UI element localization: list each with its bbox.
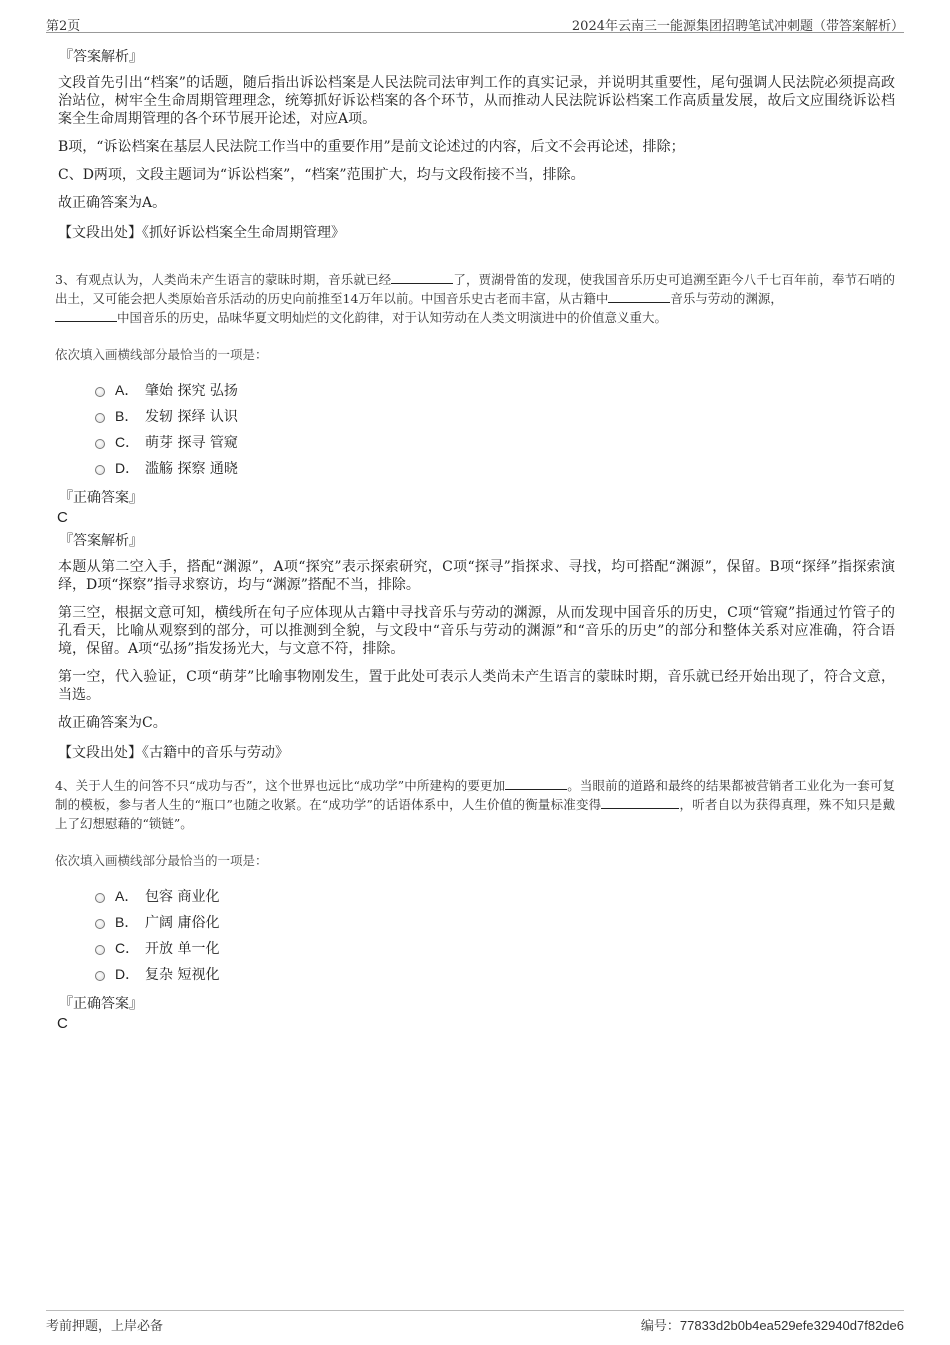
radio-button[interactable]: [95, 971, 105, 981]
answer-blank: [505, 778, 567, 790]
radio-button[interactable]: [95, 919, 105, 929]
radio-button[interactable]: [95, 439, 105, 449]
radio-button[interactable]: [95, 945, 105, 955]
page-number: 第2页: [46, 19, 81, 34]
radio-button[interactable]: [95, 413, 105, 423]
option-c[interactable]: C． 萌芽 探寻 管窥: [95, 429, 895, 455]
question-4-text: 4、关于人生的问答不只“成功与否”，这个世界也远比“成功学”中所建构的要更加 。当眼前的道路和最终的结果都被营销者工业化为一套可复制的模板，参与者人生的“瓶口”也随之收紧。在“成功学”的话语体系中，人生价值的衡量标准变得 ，听者自以为获得真理，殊不知只是戴上了幻想慰藉的“锁链”。: [55, 778, 895, 831]
analysis-paragraph: 本题从第二空入手，搭配“渊源”，A项“探究”表示探索研究，C项“探寻”指探求、寻找，均可搭配“渊源”，保留。B项“探绎”指探索演绎，D项“探察”指寻求察访，均与“渊源”搭配不当，排除。: [58, 559, 895, 593]
analysis-paragraph: 文段首先引出“档案”的话题，随后指出诉讼档案是人民法院司法审判工作的真实记录，并说明其重要性，尾句强调人民法院必须提高政治站位，树牢全生命周期管理理念，统筹抓好诉讼档案的各个环节，从而推动人民法院诉讼档案工作高质量发展，故后文应围绕诉讼档案全生命周期管理的各个环节展开论述，对应A项。: [58, 75, 895, 127]
answer-blank: [55, 310, 117, 322]
option-b[interactable]: B． 发轫 探绎 认识: [95, 403, 895, 429]
question-3-options: [95, 377, 895, 481]
radio-button[interactable]: [95, 465, 105, 475]
question-3-text: 3、有观点认为，人类尚未产生语言的蒙昧时期，音乐就已经 了，贾湖骨笛的发现，使我国音乐历史可追溯至距今八千七百年前，奉节石哨的出土，又可能会把人类原始音乐活动的历史向前推至14万年以前。中国音乐史古老而丰富，从古籍中 音乐与劳动的渊源， 中国音乐的历史，品味华夏文明灿烂的文化韵律，对于认知劳动在人类文明演进中的价值意义重大。: [55, 272, 895, 325]
question-4-options: [95, 883, 895, 987]
page-footer: [46, 1310, 904, 1334]
correct-answer: C: [57, 1015, 68, 1032]
correct-answer-label: 『正确答案』: [59, 996, 143, 1012]
analysis-label: 『答案解析』: [59, 533, 143, 549]
option-b[interactable]: B． 广阔 庸俗化: [95, 909, 895, 935]
page-header: [46, 12, 904, 33]
answer-blank: [608, 291, 670, 303]
radio-button[interactable]: [95, 893, 105, 903]
question-prompt: 依次填入画横线部分最恰当的一项是：: [55, 853, 268, 868]
footer-slogan: 考前押题，上岸必备: [46, 1319, 164, 1334]
radio-button[interactable]: [95, 387, 105, 397]
analysis-paragraph: 第三空，根据文意可知，横线所在句子应体现从古籍中寻找音乐与劳动的渊源，从而发现中国音乐的历史，C项“管窥”指通过竹管子的孔看天，比喻从观察到的部分，可以推测到全貌，与文段中“音乐与劳动的渊源”和“音乐的历史”的部分和整体关系对应准确，符合语境，保留。A项“弘扬”指发扬光大，与文意不符，排除。: [58, 605, 895, 657]
analysis-paragraph: 故正确答案为C。: [58, 715, 167, 731]
document-title: 2024年云南三一能源集团招聘笔试冲刺题（带答案解析）: [571, 19, 904, 34]
question-prompt: 依次填入画横线部分最恰当的一项是：: [55, 347, 268, 362]
option-c[interactable]: C． 开放 单一化: [95, 935, 895, 961]
option-d[interactable]: D． 滥觞 探察 通晓: [95, 455, 895, 481]
option-a[interactable]: A． 包容 商业化: [95, 883, 895, 909]
analysis-label: 『答案解析』: [59, 49, 143, 65]
correct-answer-label: 『正确答案』: [59, 490, 143, 506]
analysis-paragraph: C、D两项，文段主题词为“诉讼档案”，“档案”范围扩大，均与文段衔接不当，排除。: [58, 167, 585, 183]
analysis-paragraph: 第一空，代入验证，C项“萌芽”比喻事物刚发生，置于此处可表示人类尚未产生语言的蒙昧时期，音乐就已经开始出现了，符合文意，当选。: [58, 669, 895, 703]
correct-answer: C: [57, 509, 68, 526]
source-citation: 【文段出处】《抓好诉讼档案全生命周期管理》: [58, 225, 345, 241]
option-a[interactable]: A． 肇始 探究 弘扬: [95, 377, 895, 403]
answer-blank: [391, 272, 453, 284]
document-body: [55, 46, 895, 1036]
document-code: 编号：77833d2b0b4ea529efe32940d7f82de6: [640, 1318, 904, 1334]
source-citation: 【文段出处】《古籍中的音乐与劳动》: [58, 745, 289, 761]
analysis-paragraph: 故正确答案为A。: [58, 195, 167, 211]
answer-blank: [601, 797, 679, 809]
option-d[interactable]: D． 复杂 短视化: [95, 961, 895, 987]
analysis-paragraph: B项，“诉讼档案在基层人民法院工作当中的重要作用”是前文论述过的内容，后文不会再论述，排除；: [58, 139, 685, 155]
